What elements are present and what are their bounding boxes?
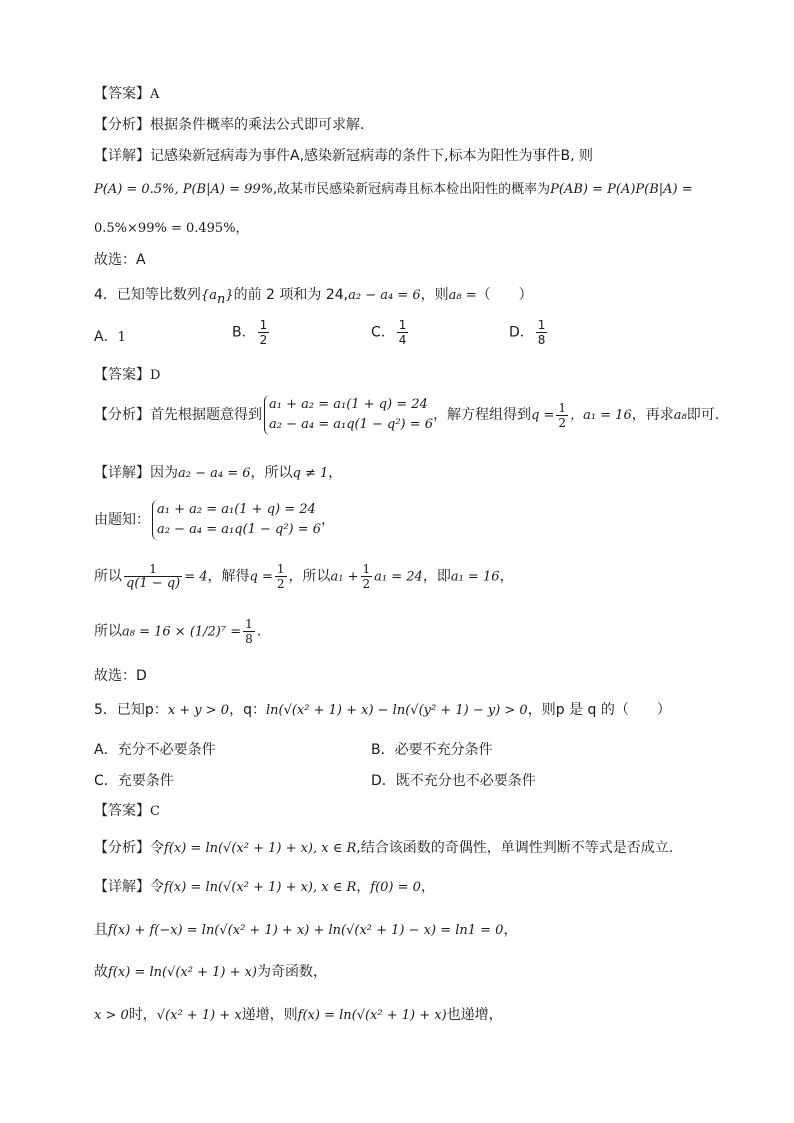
q5-option-b[interactable]: B．必要不充分条件: [371, 742, 493, 758]
choose-line-a: [94, 250, 146, 270]
q4-analysis-q: q =: [531, 408, 555, 423]
q4-stem: 4．已知等比数列$\{a_n\}$的前 2 项和为 24,a₂ − a₄ = 6，则a₈ =（ ）: [94, 287, 533, 307]
choose-text-a: 故选：A: [94, 252, 146, 268]
q4-option-b-label: B．: [232, 324, 256, 341]
analysis-tag: 【分析】: [94, 117, 150, 133]
q4-option-c-label: C．: [371, 324, 395, 341]
q5-stem: 5．已知p：x + y > 0，q：ln(√(x² + 1) + x) − ln(√(y² + 1) − y) > 0，则p 是 q 的（ ）: [94, 702, 671, 718]
q4-option-d[interactable]: [509, 318, 549, 347]
q4-detail-tag: 【详解】: [94, 465, 150, 481]
q4-analysis-tail: 即可.: [686, 407, 720, 423]
detail-line-1: [94, 146, 593, 166]
answer-value: A: [150, 87, 160, 102]
q5-option-c[interactable]: C．充要条件: [94, 773, 174, 789]
q4-stem-mid: 的前 2 项和为 24,: [233, 287, 349, 303]
q4-detail-3: 所以 $\frac{1}{q(1 - q)}$ = 4，解得q = $\frac{1}{2}$ ，所以a₁ + $\frac{1}{2}$ a₁ = 24，即a₁ = 16，: [94, 562, 514, 591]
detail-math-3: 0.5%×99% = 0.495%，: [94, 221, 249, 236]
q4-stem-eq: a₂ − a₄ = 6: [348, 288, 421, 303]
q4-stem-seq: {a: [200, 288, 217, 303]
q5-detail-1: 【详解】令f(x) = ln(√(x² + 1) + x), x ∈ R，f(0) = 0，: [94, 879, 435, 895]
analysis-line: [94, 115, 364, 135]
q4-detail3-frac: $\frac{1}{q(1 - q)}$: [126, 562, 181, 591]
q4-option-c[interactable]: [371, 318, 410, 347]
q4-analysis: [94, 395, 719, 435]
q4-analysis-q-frac: $\frac{1}{2}$: [558, 400, 567, 430]
detail-text-2: ,故某市民感染新冠病毒且标本检出阳性的概率为: [273, 182, 551, 197]
q4-option-d-label: D．: [509, 324, 534, 341]
q4-detail-2: 由题知： a₁ + a₂ = a₁(1 + q) = 24 a₂ − a₄ = a₁q(1 − q²) = 6 ，: [94, 500, 335, 540]
answer-tag: 【答案】: [94, 86, 150, 102]
q4-analysis-mid: ，解方程组得到: [433, 407, 532, 423]
q4-option-a[interactable]: [94, 326, 126, 346]
detail-line-3: [94, 218, 249, 239]
q5-answer: 【答案】C: [94, 803, 160, 819]
q4-detail-1: 【详解】因为a₂ − a₄ = 6，所以q ≠ 1，: [94, 465, 343, 481]
q4-detail-4: 所以a₈ = 16 × (1/2)⁷ = $\frac{1}{8}$ .: [94, 617, 262, 646]
q4-stem-start: 4．已知等比数列: [94, 287, 201, 303]
detail-text-1: 记感染新冠病毒为事件A,感染新冠病毒的条件下,标本为阳性为事件B, 则: [150, 148, 593, 164]
q5-option-d[interactable]: D．既不充分也不必要条件: [371, 773, 536, 789]
q5-detail-3: 故f(x) = ln(√(x² + 1) + x)为奇函数，: [94, 964, 328, 980]
q4-option-b-frac: $\frac{1}{2}$: [259, 318, 268, 347]
q4-stem-end: ，则: [420, 287, 449, 303]
detail-math-2: P(AB) = P(A)P(B|A) =: [550, 182, 693, 197]
q4-analysis-a8: a₈: [673, 408, 687, 423]
q4-option-d-frac: $\frac{1}{8}$: [537, 318, 546, 347]
q4-answer: [94, 365, 160, 386]
q4-analysis-tag: 【分析】: [94, 407, 150, 423]
q4-analysis-a1: ，a₁ = 16: [570, 408, 632, 423]
q4-analysis-system: a₁ + a₂ = a₁(1 + q) = 24 a₂ − a₄ = a₁q(1 − q²) = 6: [264, 395, 433, 435]
q5-analysis: 【分析】令f(x) = ln(√(x² + 1) + x), x ∈ R,结合该函数的奇偶性，单调性判断不等式是否成立.: [94, 840, 674, 856]
detail-tag: 【详解】: [94, 148, 150, 164]
detail-line-2: [94, 180, 693, 200]
q4-option-a-label: A．: [94, 329, 118, 345]
q4-answer-tag: 【答案】: [94, 367, 150, 383]
q4-stem-ask: a₈ =: [448, 288, 477, 303]
answer-line: [94, 84, 159, 105]
q4-detail-system: a₁ + a₂ = a₁(1 + q) = 24 a₂ − a₄ = a₁q(1 − q²) = 6: [152, 500, 321, 540]
detail-math-1: P(A) = 0.5%, P(B|A) = 99%: [94, 182, 273, 197]
q4-analysis-end: ，再求: [631, 407, 674, 423]
analysis-text: 根据条件概率的乘法公式即可求解.: [150, 117, 365, 133]
q4-option-a-value: 1: [117, 330, 126, 345]
q4-choose: 故选：D: [94, 668, 147, 684]
q5-option-a[interactable]: A．充分不必要条件: [94, 742, 216, 758]
q4-option-c-frac: $\frac{1}{4}$: [398, 318, 407, 347]
q4-option-b[interactable]: [232, 318, 271, 347]
q4-stem-paren: （ ）: [476, 287, 533, 303]
q4-answer-value: D: [150, 368, 161, 383]
q5-detail-4: x > 0时，√(x² + 1) + x递增，则f(x) = ln(√(x² + 1) + x)也递增，: [94, 1007, 503, 1023]
q4-analysis-pre: 首先根据题意得到: [150, 407, 262, 423]
q5-detail-2: 且f(x) + f(−x) = ln(√(x² + 1) + x) + ln(√(x² + 1) − x) = ln1 = 0，: [94, 922, 518, 938]
